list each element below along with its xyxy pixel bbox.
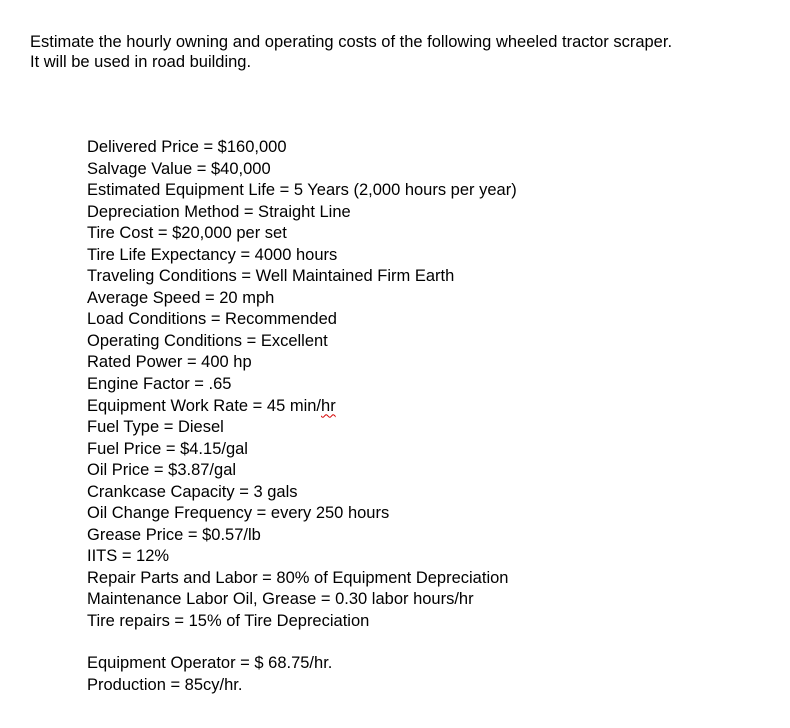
parameter-list xyxy=(87,137,517,633)
param-crankcase-capacity: Crankcase Capacity = 3 gals xyxy=(87,482,298,501)
param-grease-price: Grease Price = $0.57/lb xyxy=(87,525,261,544)
param-delivered-price: Delivered Price = $160,000 xyxy=(87,138,287,156)
problem-statement xyxy=(30,33,672,72)
param-iits: IITS = 12% xyxy=(87,547,170,566)
param-tire-repairs: Tire repairs = 15% of Tire Depreciation xyxy=(87,612,370,631)
param-production: Production = 85cy/hr. xyxy=(87,675,243,694)
param-work-rate xyxy=(87,396,517,418)
param-fuel-price: Fuel Price = $4.15/gal xyxy=(87,439,248,458)
param-maintenance-labor: Maintenance Labor Oil, Grease = 0.30 labor hours/hr xyxy=(87,590,474,609)
param-operating-conditions: Operating Conditions = Excellent xyxy=(87,331,328,350)
param-depreciation-method: Depreciation Method = Straight Line xyxy=(87,202,351,221)
operator-production-block xyxy=(87,653,332,696)
param-fuel-type: Fuel Type = Diesel xyxy=(87,418,224,437)
spellcheck-flagged-word[interactable]: hr xyxy=(321,396,336,415)
param-average-speed: Average Speed = 20 mph xyxy=(87,288,275,307)
param-tire-cost: Tire Cost = $20,000 per set xyxy=(87,224,287,243)
param-traveling-conditions: Traveling Conditions = Well Maintained Firm Earth xyxy=(87,267,455,286)
param-oil-change-frequency: Oil Change Frequency = every 250 hours xyxy=(87,504,390,523)
param-oil-price: Oil Price = $3.87/gal xyxy=(87,461,237,480)
param-work-rate-text: Equipment Work Rate = 45 min/ xyxy=(87,396,322,415)
param-engine-factor: Engine Factor = .65 xyxy=(87,375,232,394)
param-load-conditions: Load Conditions = Recommended xyxy=(87,310,337,329)
param-equipment-life: Estimated Equipment Life = 5 Years (2,000 hours per year) xyxy=(87,181,517,200)
problem-line-2: It will be used in road building. xyxy=(30,52,252,71)
param-tire-life: Tire Life Expectancy = 4000 hours xyxy=(87,245,338,264)
param-rated-power: Rated Power = 400 hp xyxy=(87,353,252,372)
problem-line-1: Estimate the hourly owning and operating costs of the following wheeled tractor scraper. xyxy=(30,33,673,51)
param-salvage-value: Salvage Value = $40,000 xyxy=(87,159,271,178)
param-equipment-operator: Equipment Operator = $ 68.75/hr. xyxy=(87,654,333,672)
param-repair-parts-labor: Repair Parts and Labor = 80% of Equipment Depreciation xyxy=(87,568,509,587)
